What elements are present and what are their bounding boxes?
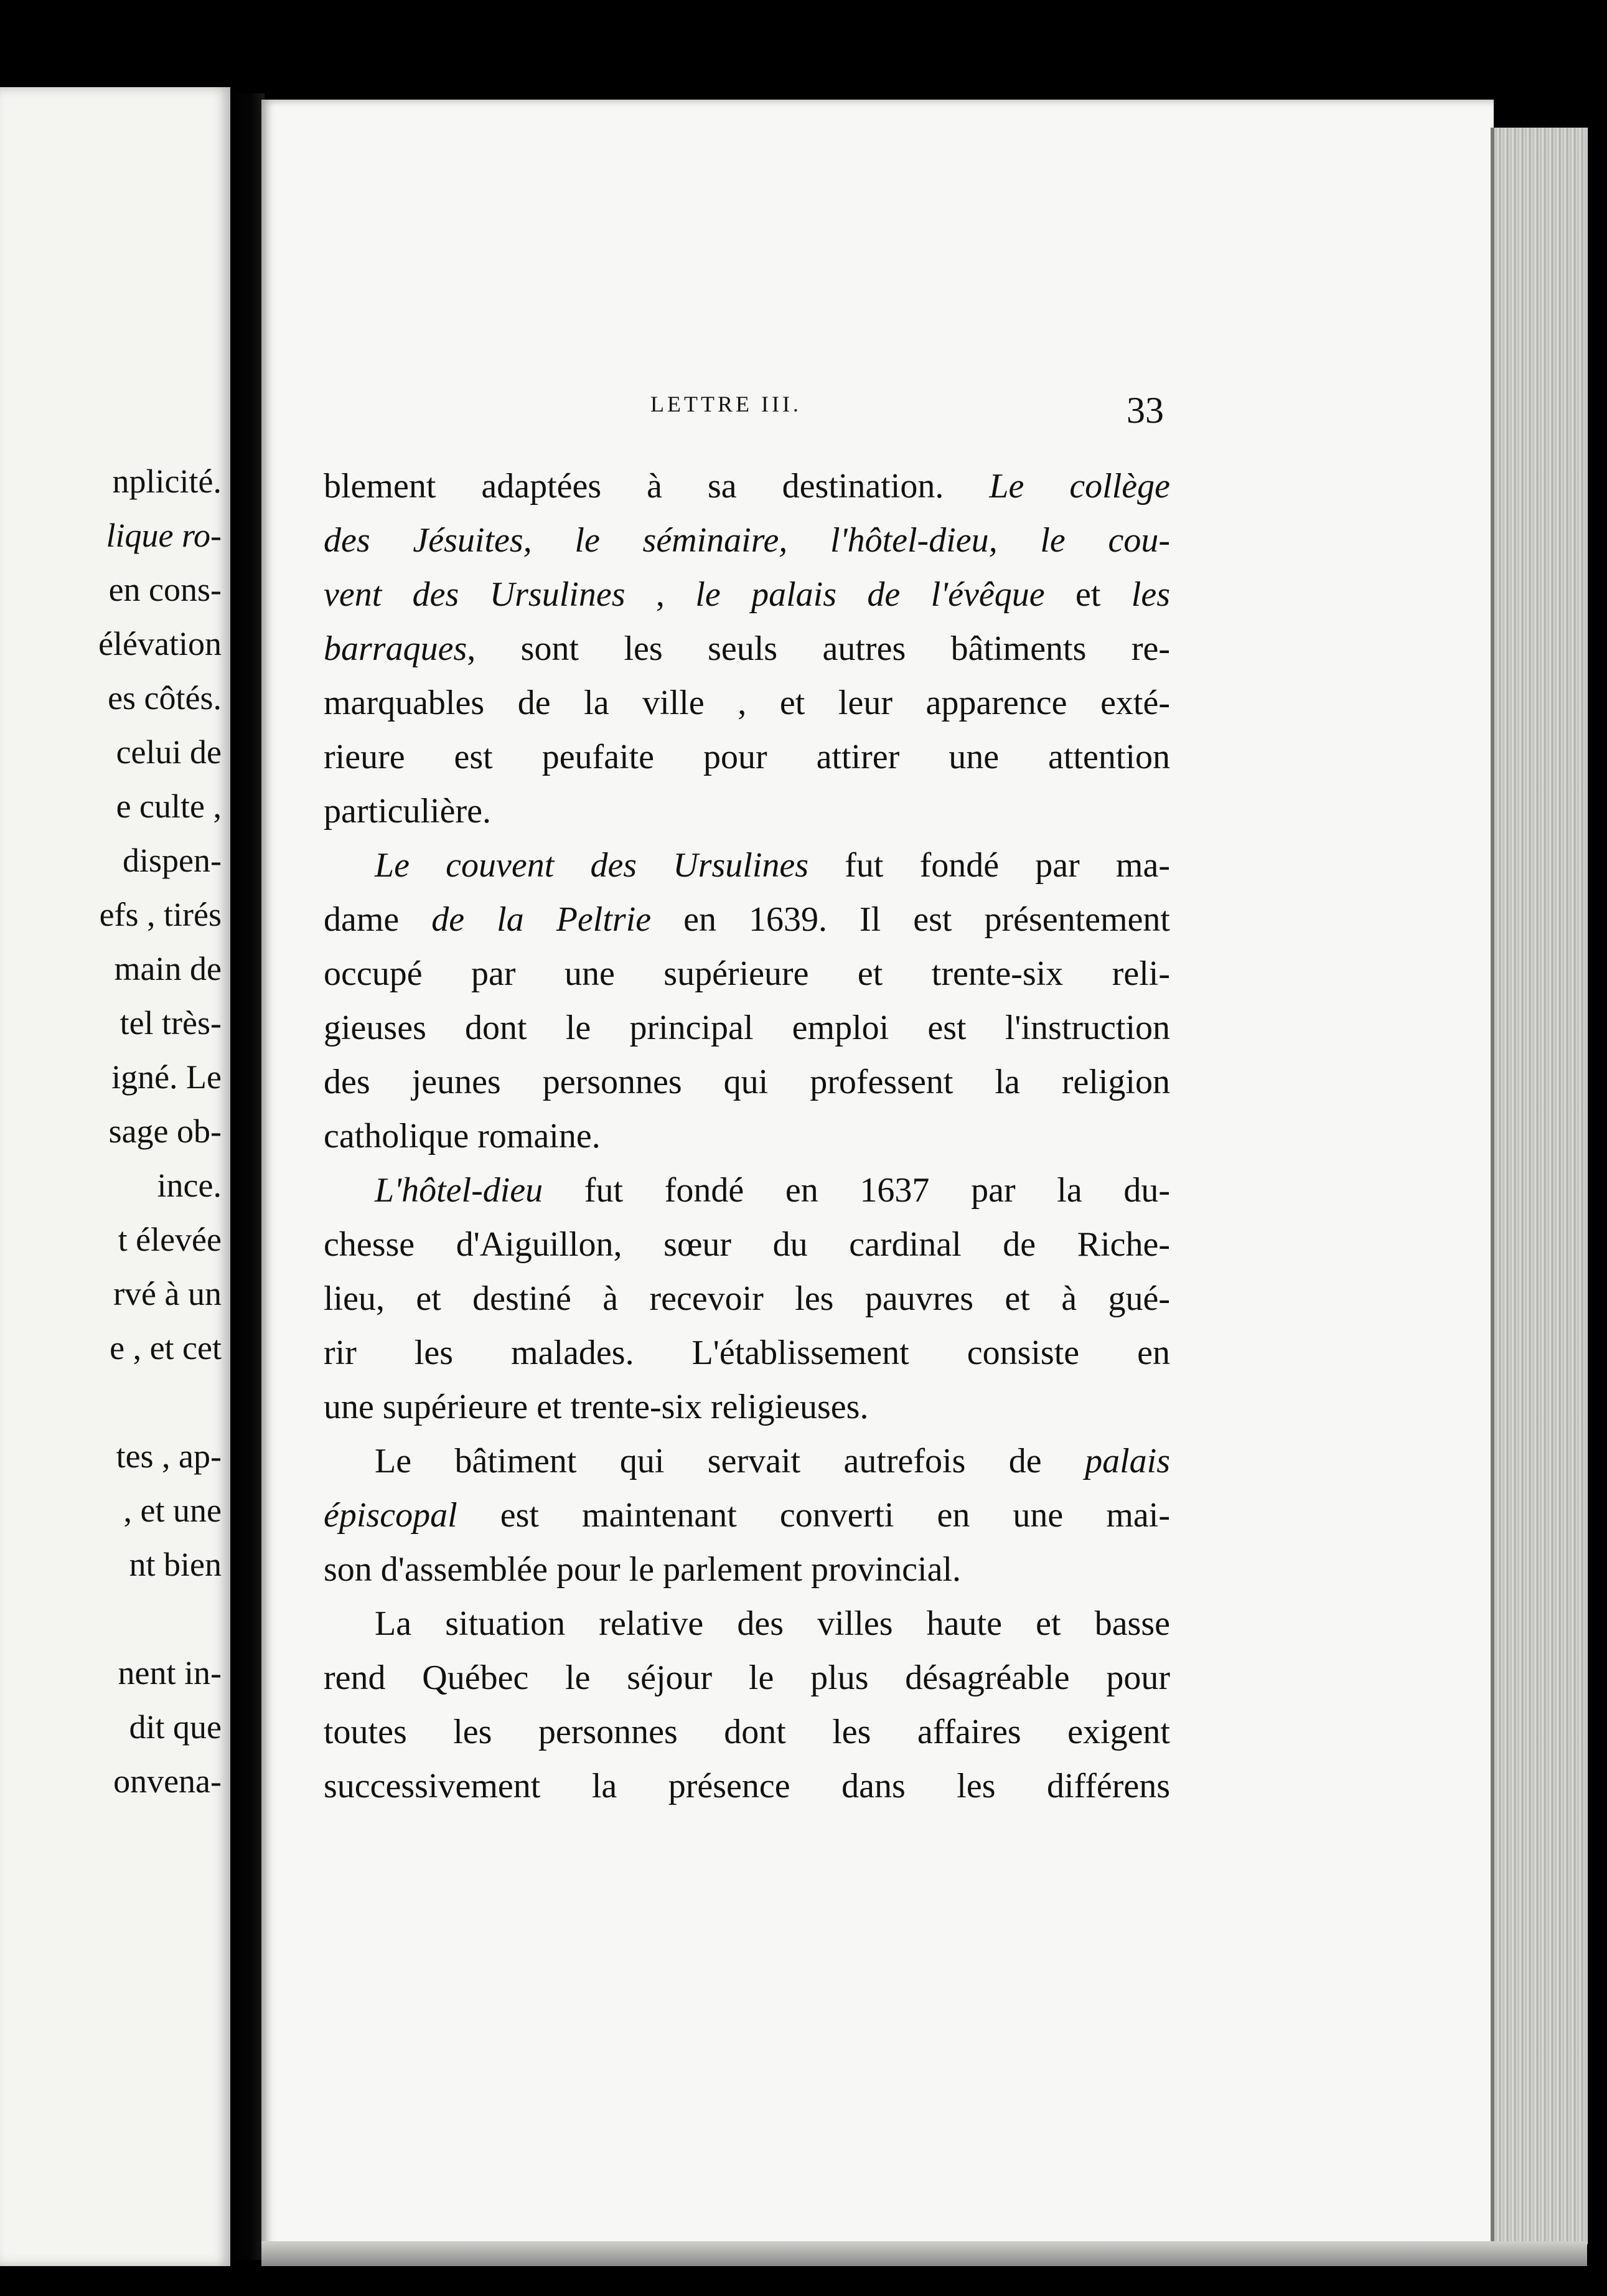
left-page-line: es côtés.: [108, 679, 222, 717]
left-page-line: sage ob-: [108, 1113, 222, 1150]
left-page-line: onvena-: [113, 1762, 222, 1800]
left-page-line: e , et cet: [110, 1329, 222, 1367]
left-page-line: nt bien: [129, 1546, 222, 1583]
left-page-line: dispen-: [123, 842, 222, 879]
left-page-line: efs , tirés: [99, 896, 222, 933]
text-line: barraques, sont les seuls autres bâtiments re-: [324, 629, 1170, 668]
left-facing-page: [0, 87, 230, 2266]
text-line: rir les malades. L'établissement consiste en: [324, 1334, 1170, 1372]
text-line: épiscopal est maintenant converti en une mai-: [324, 1496, 1170, 1535]
text-line: rend Québec le séjour le plus désagréable pour: [324, 1658, 1170, 1697]
left-page-line: e culte ,: [116, 788, 222, 825]
text-line: marquables de la ville , et leur apparence exté-: [324, 684, 1170, 722]
left-page-line: , et une: [123, 1492, 222, 1529]
text-line: L'hôtel-dieu fut fondé en 1637 par la du-: [375, 1171, 1170, 1210]
left-page-line: en cons-: [108, 571, 222, 608]
text-line: particulière.: [324, 792, 491, 830]
text-line: vent des Ursulines , le palais de l'évêque et les: [324, 575, 1171, 614]
text-line: toutes les personnes dont les affaires exigent: [324, 1713, 1170, 1751]
page-bottom-edge: [261, 2241, 1587, 2266]
left-page-line: igné. Le: [111, 1058, 222, 1096]
page-number: 33: [1127, 390, 1164, 431]
text-line: son d'assemblée pour le parlement provincial.: [324, 1550, 961, 1589]
text-line: gieuses dont le principal emploi est l'instruction: [324, 1009, 1170, 1047]
text-line: Le bâtiment qui servait autrefois de palais: [375, 1442, 1170, 1480]
text-line: lieu, et destiné à recevoir les pauvres et à gué-: [324, 1279, 1170, 1318]
running-head: LETTRE III.: [650, 392, 802, 416]
text-line: successivement la présence dans les différens: [324, 1767, 1170, 1805]
left-page-line: nplicité.: [112, 463, 222, 500]
text-line: dame de la Peltrie en 1639. Il est présentement: [324, 900, 1170, 939]
text-line: chesse d'Aiguillon, sœur du cardinal de Riche-: [324, 1225, 1170, 1264]
text-line: des Jésuites, le séminaire, l'hôtel-dieu, le cou-: [324, 521, 1170, 560]
left-page-line: dit que: [129, 1708, 222, 1746]
left-page-line: lique ro-: [106, 517, 222, 554]
text-line: occupé par une supérieure et trente-six reli-: [324, 954, 1170, 993]
text-line: catholique romaine.: [324, 1117, 601, 1155]
left-page-line: ince.: [157, 1167, 222, 1204]
left-page-line: élévation: [98, 625, 222, 662]
text-line: blement adaptées à sa destination. Le collège: [324, 467, 1170, 506]
left-page-line: nent in-: [118, 1654, 222, 1691]
left-page-line: t élevée: [118, 1221, 222, 1258]
text-line: Le couvent des Ursulines fut fondé par ma-: [375, 846, 1170, 885]
text-line: La situation relative des villes haute et basse: [375, 1604, 1170, 1643]
left-page-line: rvé à un: [113, 1275, 222, 1312]
left-page-line: tel très-: [119, 1004, 222, 1042]
body-text: [324, 459, 1170, 1814]
left-page-line: celui de: [116, 733, 222, 771]
text-line: rieure est peufaite pour attirer une attention: [324, 738, 1170, 776]
text-line: des jeunes personnes qui professent la religion: [324, 1063, 1170, 1101]
book-gutter: [230, 93, 265, 2260]
text-line: une supérieure et trente-six religieuses.: [324, 1388, 869, 1426]
left-page-text: [98, 454, 222, 1809]
page-edges: [1491, 128, 1588, 2244]
left-page-line: tes , ap-: [116, 1437, 222, 1475]
left-page-line: main de: [114, 950, 222, 987]
